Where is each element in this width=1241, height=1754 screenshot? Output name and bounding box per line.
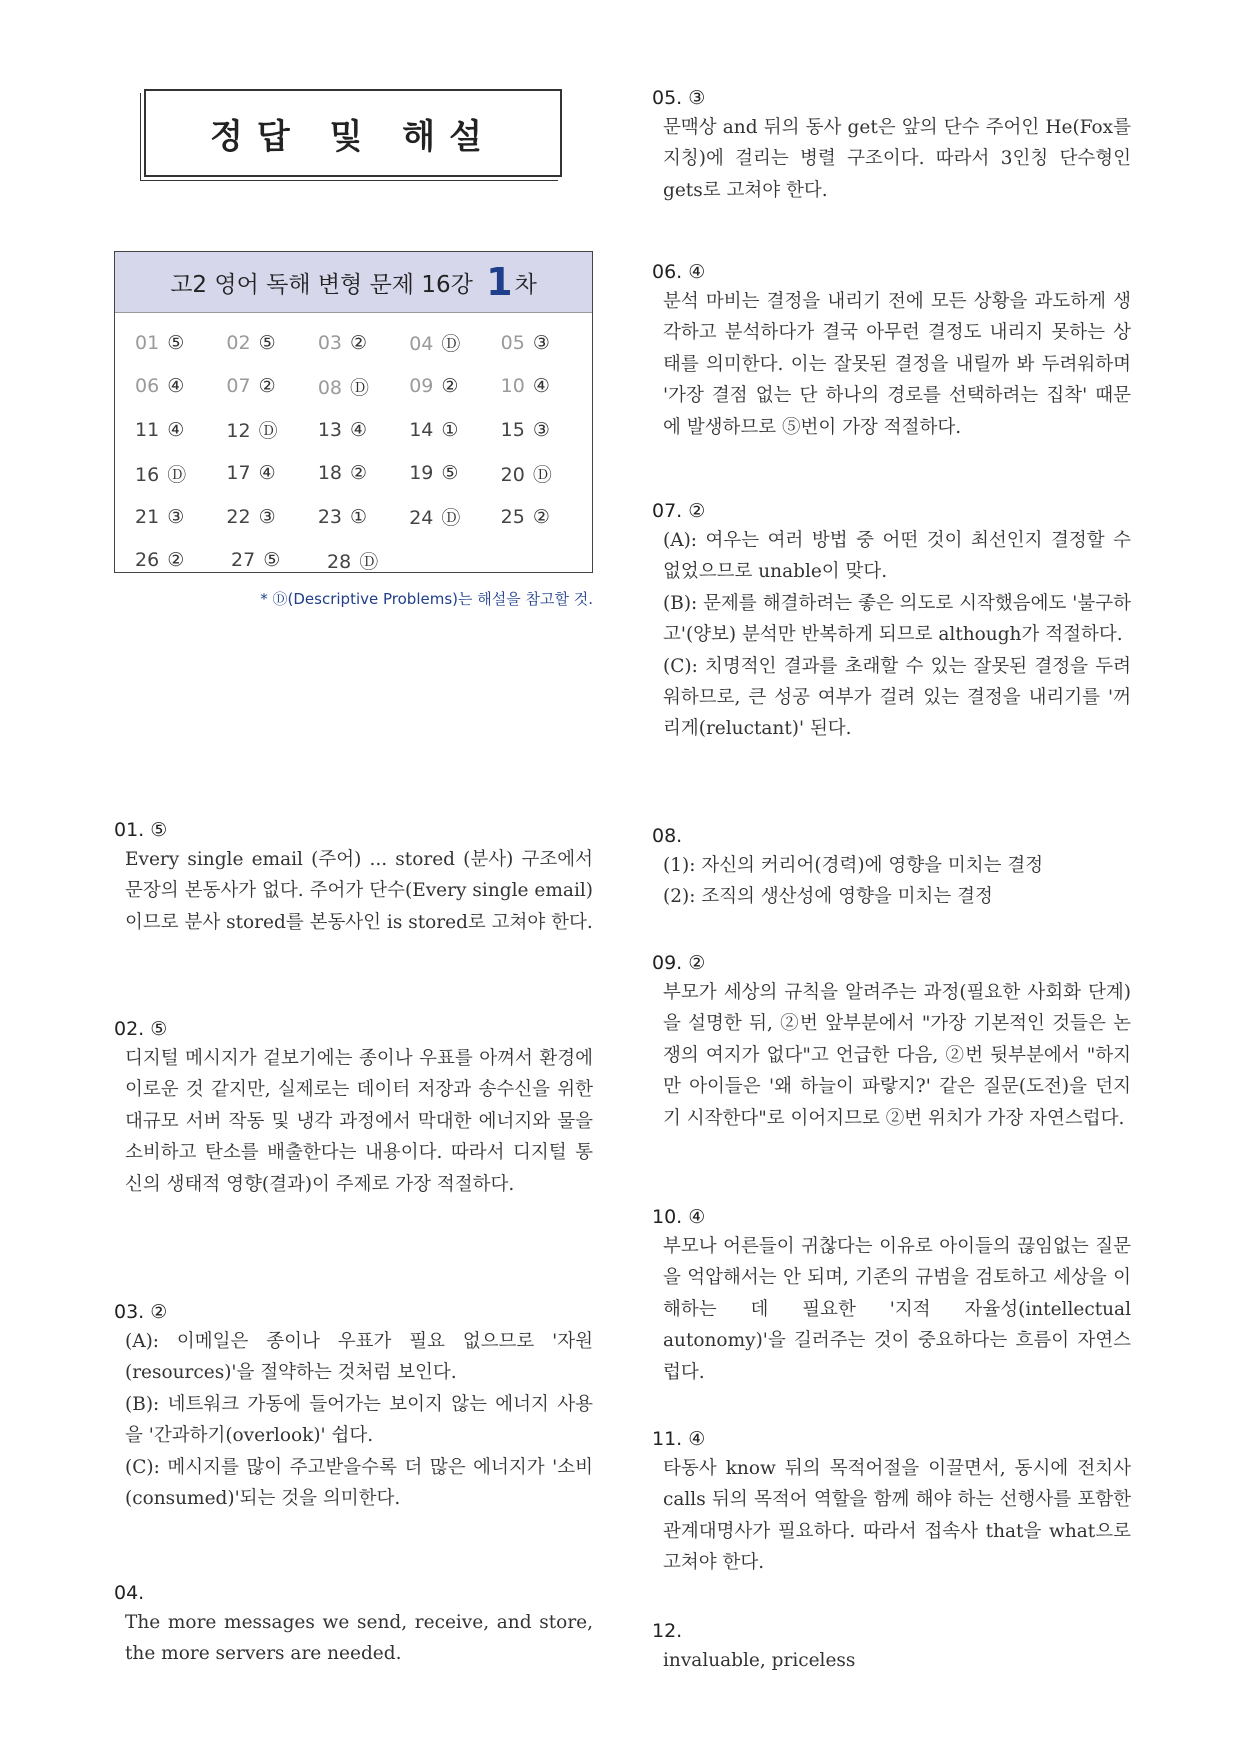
answer-number: 16: [135, 463, 160, 486]
answer-choice: ②: [532, 505, 550, 528]
question-number: 08.: [652, 825, 683, 847]
answer-number: 09: [409, 375, 434, 398]
question-number: 01. ⑤: [114, 819, 168, 841]
answer-choice: Ⓓ: [441, 333, 461, 356]
answer-cell: [135, 332, 226, 354]
explanation-05: [652, 84, 1131, 206]
explanation-paragraph: invaluable, priceless: [663, 1650, 856, 1671]
explanation-paragraph: (C): 치명적인 결과를 초래할 수 있는 잘못된 결정을 두려워하므로, 큰 성공 여부가 걸려 있는 결정을 내리기를 '꺼리게(reluctant)' 된다.: [663, 655, 1131, 740]
explanation-paragraph: (A): 이메일은 종이나 우표가 필요 없으므로 '자원(resources)'을 절약하는 것처럼 보인다.: [125, 1331, 593, 1384]
answer-cell: [135, 506, 226, 528]
answer-choice: Ⓓ: [350, 376, 370, 399]
explanation-paragraph: Every single email (주어) ... stored (분사) 구조에서 문장의 본동사가 없다. 주어가 단수(Every single email)이므로 분사 stored를 본동사인 is stored로 고쳐야 한다.: [125, 849, 593, 933]
answer-number: 25: [500, 505, 525, 528]
answer-choice: Ⓓ: [359, 550, 379, 573]
answer-number: 05: [500, 331, 525, 354]
answer-cell: [318, 506, 409, 528]
explanation-text: [652, 977, 1131, 1134]
answer-choice: ③: [167, 505, 185, 528]
answer-choice: ⑤: [441, 462, 459, 485]
question-number: 10. ④: [652, 1206, 706, 1228]
answer-cell: [501, 332, 592, 354]
answer-number: 04: [409, 333, 434, 356]
answer-row: [135, 321, 592, 365]
answer-cell: [501, 375, 592, 397]
answer-cell: [135, 460, 226, 487]
answer-cell: [318, 462, 409, 484]
answer-choice: ②: [258, 375, 276, 398]
answer-cell: [409, 462, 500, 484]
answer-number: 07: [226, 375, 251, 398]
answer-row: [135, 365, 592, 409]
answer-number: 10: [500, 375, 525, 398]
answer-cell: [409, 329, 500, 356]
answer-choice: ④: [167, 418, 185, 441]
answer-cell: [135, 375, 226, 397]
explanation-paragraph: (A): 여우는 여러 방법 중 어떤 것이 최선인지 결정할 수 없었으므로 unable이 맞다.: [663, 530, 1131, 583]
explanation-text: [114, 1326, 593, 1514]
answer-cell: [318, 419, 409, 441]
answer-row: [135, 495, 592, 539]
explanation-text: [114, 1607, 593, 1670]
question-number: 12.: [652, 1620, 683, 1642]
explanation-paragraph: (C): 메시지를 많이 주고받을수록 더 많은 에너지가 '소비(consumed)'되는 것을 의미한다.: [125, 1456, 593, 1510]
explanation-text: [652, 1453, 1131, 1579]
question-number: 03. ②: [114, 1301, 168, 1323]
answer-number: 26: [135, 549, 160, 572]
explanation-paragraph: 타동사 know 뒤의 목적어절을 이끌면서, 동시에 전치사 calls 뒤의 목적어 역할을 함께 해야 하는 선행사를 포함한 관계대명사가 필요하다. 따라서 접속사 that을 what으로 고쳐야 한다.: [663, 1458, 1131, 1574]
explanation-12: [652, 1617, 1131, 1676]
answer-number: 19: [409, 462, 434, 485]
answer-grid: [115, 313, 592, 582]
answer-number: 11: [135, 418, 160, 441]
question-number: 11. ④: [652, 1428, 706, 1450]
explanation-paragraph: 부모가 세상의 규칙을 알려주는 과정(필요한 사회화 단계)을 설명한 뒤, ②번 앞부분에서 "가장 기본적인 것들은 논쟁의 여지가 없다"고 언급한 다음, ②번 뒷부분에서 "하지만 아이들은 '왜 하늘이 파랗지?' 같은 질문(도전)을 던지기 시작한다"로 이어지므로 ②번 위치가 가장 자연스럽다.: [663, 982, 1131, 1129]
question-number: 04.: [114, 1582, 145, 1604]
answer-cell: [226, 332, 317, 354]
answer-choice: ⑤: [167, 331, 185, 354]
answer-note: * Ⓓ(Descriptive Problems)는 해설을 참고할 것.: [260, 590, 593, 608]
explanation-06: [652, 258, 1131, 443]
answer-cell: [226, 462, 317, 484]
explanation-paragraph: 디지털 메시지가 겉보기에는 종이나 우표를 아껴서 환경에 이로운 것 같지만, 실제로는 데이터 저장과 송수신을 위한 대규모 서버 작동 및 냉각 과정에서 막대한 에너지와 물을 소비하고 탄소를 배출한다는 내용이다. 따라서 디지털 통신의 생태적 영향(결과)이 주제로 가장 적절하다.: [125, 1048, 593, 1195]
answer-cell: [501, 460, 592, 487]
explanation-text: [652, 850, 1131, 913]
answer-cell: [409, 375, 500, 397]
answer-choice: ⑤: [258, 331, 276, 354]
answer-choice: ②: [441, 375, 459, 398]
explanation-01: [114, 816, 593, 938]
answer-number: 02: [226, 331, 251, 354]
question-number: 06. ④: [652, 261, 706, 283]
explanation-04: [114, 1579, 593, 1670]
answer-table: [114, 251, 593, 573]
answer-table-title: 고2 영어 독해 변형 문제 16강: [170, 271, 481, 298]
answer-choice: ①: [441, 418, 459, 441]
explanation-paragraph: (1): 자신의 커리어(경력)에 영향을 미치는 결정: [663, 855, 1044, 876]
answer-cell: [226, 375, 317, 397]
answer-choice: ②: [350, 462, 368, 485]
answer-cell: [501, 419, 592, 441]
answer-table-round-suffix: 차: [514, 271, 537, 298]
explanation-paragraph: 분석 마비는 결정을 내리기 전에 모든 상황을 과도하게 생각하고 분석하다가 결국 아무런 결정도 내리지 못하는 상태를 의미한다. 이는 잘못된 결정을 내릴까 봐 두려워하며 '가장 결점 없는 단 하나의 경로를 선택하려는 집착' 때문에 발생하므로 ⑤번이 가장 적절하다.: [663, 291, 1131, 438]
answer-number: 24: [409, 507, 434, 530]
page-title-box: [144, 89, 562, 177]
explanation-text: [652, 525, 1131, 745]
answer-number: 17: [226, 462, 251, 485]
answer-choice: ④: [350, 418, 368, 441]
answer-number: 23: [317, 505, 342, 528]
answer-choice: ②: [350, 331, 368, 354]
explanation-paragraph: (2): 조직의 생산성에 영향을 미치는 결정: [663, 886, 993, 908]
answer-choice: Ⓓ: [532, 463, 552, 486]
explanation-03: [114, 1298, 593, 1514]
explanation-text: [652, 286, 1131, 443]
explanation-08: [652, 822, 1131, 913]
explanation-paragraph: (B): 네트워크 가동에 들어가는 보이지 않는 에너지 사용을 '간과하기(overlook)' 쉽다.: [125, 1393, 593, 1447]
answer-choice: ①: [350, 505, 368, 528]
answer-cell: [318, 373, 409, 400]
answer-row: [135, 539, 592, 583]
answer-cell: [226, 506, 317, 528]
question-number: 02. ⑤: [114, 1018, 168, 1040]
answer-number: 14: [409, 418, 434, 441]
answer-cell: [501, 506, 592, 528]
answer-cell: [135, 549, 231, 571]
answer-number: 15: [500, 418, 525, 441]
answer-choice: ④: [258, 462, 276, 485]
answer-choice: Ⓓ: [441, 507, 461, 530]
answer-number: 20: [500, 463, 525, 486]
question-number: 07. ②: [652, 500, 706, 522]
explanation-paragraph: (B): 문제를 해결하려는 좋은 의도로 시작했음에도 '불구하고'(양보) 분석만 반복하게 되므로 although가 적절하다.: [663, 592, 1131, 646]
explanation-text: [652, 112, 1131, 206]
answer-choice: Ⓓ: [167, 463, 187, 486]
answer-choice: ④: [532, 375, 550, 398]
answer-cell: [409, 419, 500, 441]
explanation-11: [652, 1425, 1131, 1579]
question-number: 09. ②: [652, 952, 706, 974]
answer-number: 28: [327, 550, 352, 573]
answer-number: 13: [317, 418, 342, 441]
explanation-text: [114, 1043, 593, 1200]
explanation-10: [652, 1203, 1131, 1388]
explanation-text: [652, 1645, 1131, 1676]
answer-number: 01: [135, 331, 160, 354]
explanation-paragraph: 문맥상 and 뒤의 동사 get은 앞의 단수 주어인 He(Fox를 지칭)에 걸리는 병렬 구조이다. 따라서 3인칭 단수형인 gets로 고쳐야 한다.: [663, 117, 1131, 201]
answer-cell: [318, 332, 409, 354]
answer-number: 21: [135, 505, 160, 528]
explanation-paragraph: The more messages we send, receive, and store, the more servers are needed.: [125, 1612, 593, 1665]
answer-cell: [409, 503, 500, 530]
explanation-text: [652, 1231, 1131, 1388]
answer-choice: ③: [258, 505, 276, 528]
answer-choice: Ⓓ: [258, 420, 278, 443]
answer-number: 12: [226, 420, 251, 443]
answer-number: 03: [317, 331, 342, 354]
explanation-paragraph: 부모나 어른들이 귀찮다는 이유로 아이들의 끊임없는 질문을 억압해서는 안 되며, 기존의 규범을 검토하고 세상을 이해하는 데 필요한 '지적 자율성(intellectual autonomy)'을 길러주는 것이 중요하다는 흐름이 자연스럽다.: [663, 1236, 1131, 1383]
answer-choice: ⑤: [263, 549, 281, 572]
answer-cell: [226, 416, 317, 443]
answer-row: [135, 408, 592, 452]
answer-number: 22: [226, 505, 251, 528]
answer-choice: ③: [532, 331, 550, 354]
answer-number: 18: [317, 462, 342, 485]
answer-table-round-number: 1: [486, 260, 513, 304]
answer-cell: [231, 549, 327, 571]
explanation-07: [652, 497, 1131, 745]
answer-cell: [135, 419, 226, 441]
answer-number: 27: [231, 549, 256, 572]
page-title: 정답 및 해설: [210, 116, 496, 157]
answer-choice: ②: [167, 549, 185, 572]
answer-cell: [327, 547, 423, 574]
answer-number: 08: [317, 376, 342, 399]
explanation-text: [114, 844, 593, 938]
explanation-09: [652, 949, 1131, 1134]
question-number: 05. ③: [652, 87, 706, 109]
answer-table-header: [115, 252, 592, 313]
explanation-02: [114, 1015, 593, 1200]
answer-choice: ④: [167, 375, 185, 398]
answer-choice: ③: [532, 418, 550, 441]
answer-row: [135, 452, 592, 496]
answer-number: 06: [135, 375, 160, 398]
